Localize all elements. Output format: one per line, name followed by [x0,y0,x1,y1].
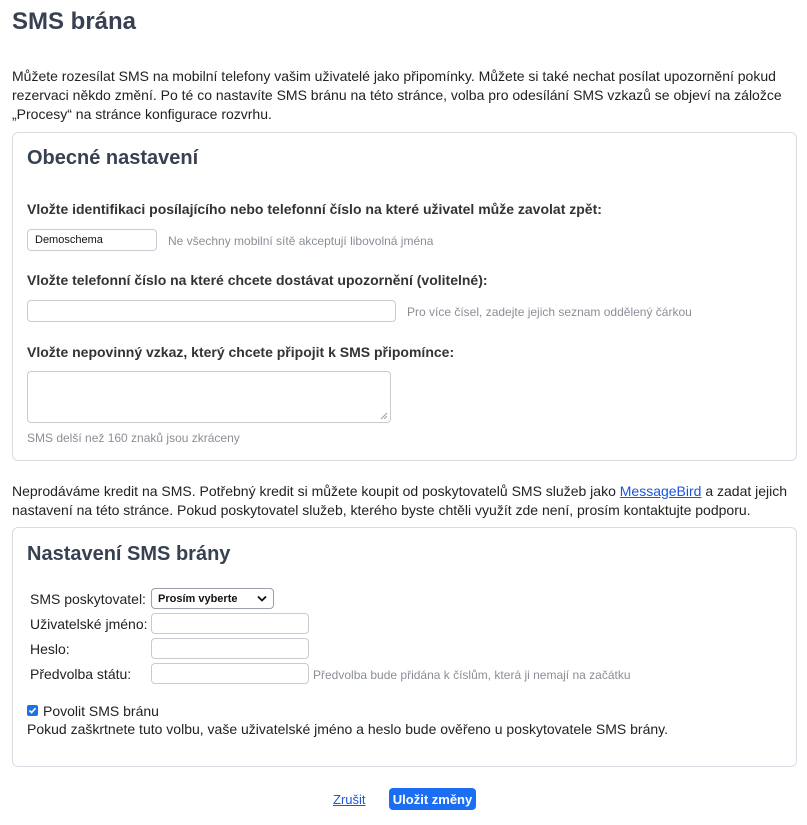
prefix-hint: Předvolba bude přidána k číslům, která ji nemají na začátku [313,668,631,682]
sender-label: Vložte identifikaci posílajícího nebo telefonní číslo na které uživatel může zavolat zpět: [27,201,602,217]
checkmark-icon [28,706,37,715]
phone-hint: Pro více čísel, zadejte jejich seznam oddělený čárkou [407,305,692,319]
message-label: Vložte nepovinný vzkaz, který chcete připojit k SMS připomínce: [27,344,455,360]
provider-select-value: Prosím vyberte [158,592,238,605]
page-title: SMS brána [12,8,137,35]
phone-input[interactable] [27,300,396,322]
resize-handle-icon[interactable] [380,412,388,420]
password-input[interactable] [151,638,309,659]
prefix-label: Předvolba státu: [30,666,132,682]
credit-text [12,482,802,520]
gateway-settings-heading: Nastavení SMS brány [27,543,231,565]
prefix-input[interactable] [151,663,309,684]
sender-input-value: Demoschema [35,234,103,246]
sender-input[interactable] [27,229,157,251]
save-button[interactable]: Uložit změny [389,788,476,810]
credit-text-after: a zadat jejich nastavení na této stránce. Pokud poskytovatel služeb, kterého byste chtěli využít zde není, prosím kontaktujte podporu. [12,483,788,518]
username-label: Uživatelské jméno: [30,616,148,632]
username-input[interactable] [151,613,309,634]
password-label: Heslo: [30,641,70,657]
message-hint: SMS delší než 160 znaků jsou zkráceny [27,431,240,445]
cancel-link[interactable]: Zrušit [333,792,366,807]
message-textarea[interactable] [27,371,391,423]
credit-text-before: Neprodáváme kredit na SMS. Potřebný kredit si můžete koupit od poskytovatelů SMS služeb jako [12,483,620,499]
intro-text: Můžete rozesílat SMS na mobilní telefony vašim uživatelé jako připomínky. Můžete si také nechat posílat upozornění pokud rezervaci někdo změní. Po té co nastavíte SMS bránu na této stránce, volba pro odesílání SMS vzkazů se objeví na záložce „Procesy“ na stránce konfigurace rozvrhu. [12,68,782,122]
sender-hint: Ne všechny mobilní sítě akceptují libovolná jména [168,234,434,248]
enable-gateway-checkbox[interactable] [27,705,38,716]
enable-gateway-note: Pokud zaškrtnete tuto volbu, vaše uživatelské jméno a heslo bude ověřeno u poskytovatele SMS brány. [27,721,668,737]
general-settings-heading: Obecné nastavení [27,147,199,169]
messagebird-link[interactable]: MessageBird [619,483,702,499]
provider-select[interactable] [151,588,274,609]
provider-label: SMS poskytovatel: [30,591,146,607]
chevron-down-icon [257,595,267,602]
enable-gateway-label[interactable]: Povolit SMS bránu [43,703,159,719]
phone-label: Vložte telefonní číslo na které chcete dostávat upozornění (volitelné): [27,272,488,288]
